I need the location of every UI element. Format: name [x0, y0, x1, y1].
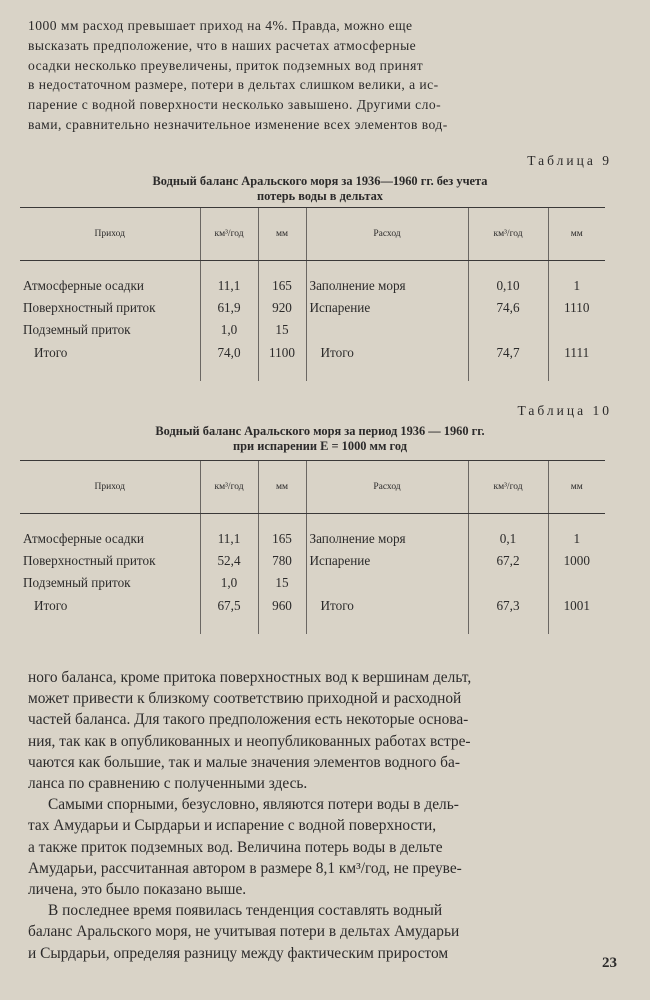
- table-cell: Заполнение моря: [306, 275, 468, 297]
- table-cell: 11,1: [200, 275, 258, 297]
- table-cell: Атмосферные осадки: [23, 531, 144, 546]
- table-10-title: [40, 424, 600, 454]
- table-9-title-line: потерь воды в дельтах: [257, 189, 383, 203]
- text-line: В последнее время появилась тенденция составлять водный: [48, 902, 443, 920]
- column-header: Приход: [20, 208, 200, 261]
- table-cell: 11,1: [200, 528, 258, 550]
- table-9-title-line: Водный баланс Аральского моря за 1936—1960 гг. без учета: [152, 174, 488, 188]
- text-line: личена, это было показано выше.: [28, 881, 247, 899]
- table-row: [20, 275, 605, 297]
- top-paragraph: [28, 16, 618, 135]
- text-line: может привести к близкому соответствию приходной и расходной: [28, 690, 462, 708]
- table-header-row: [20, 208, 605, 261]
- text-line: ного баланса, кроме притока поверхностных вод к вершинам дельт,: [28, 669, 472, 686]
- table-cell: 1100: [258, 341, 306, 381]
- text-line: и Сырдарьи, определяя разницу между фактическим приростом: [28, 944, 449, 962]
- table-cell: 15: [258, 319, 306, 341]
- column-header: км³/год: [468, 461, 548, 514]
- text-line: тах Амударьи и Сырдарьи и испарение с водной поверхности,: [28, 817, 437, 835]
- table-cell: Подземный приток: [23, 322, 131, 337]
- table-10-title-line: при испарении E = 1000 мм год: [233, 439, 407, 453]
- table-cell: 960: [258, 594, 306, 634]
- table-cell: 67,2: [468, 550, 548, 572]
- table-cell: 165: [258, 275, 306, 297]
- text-line: баланс Аральского моря, не учитывая потери в дельтах Амударьи: [28, 923, 460, 941]
- table-row: [20, 550, 605, 572]
- table-9-title: [40, 174, 600, 204]
- table-9: [20, 207, 605, 381]
- table-cell: 1: [548, 528, 605, 550]
- table-cell: Подземный приток: [23, 575, 131, 590]
- table-cell: 15: [258, 572, 306, 594]
- table-cell: 1: [548, 275, 605, 297]
- page-number: 23: [602, 955, 617, 971]
- table-cell: 0,10: [468, 275, 548, 297]
- table-10-label: Таблица 10: [517, 403, 612, 418]
- table-row: [20, 528, 605, 550]
- table-cell: 67,5: [200, 594, 258, 634]
- table-row: [20, 319, 605, 341]
- table-cell: 67,3: [468, 594, 548, 634]
- text-line: 1000 мм расход превышает приход на 4%. Правда, можно еще: [28, 18, 413, 33]
- table-cell: Атмосферные осадки: [23, 278, 144, 293]
- table-cell: Поверхностный приток: [23, 300, 156, 315]
- column-header: мм: [258, 208, 306, 261]
- text-line: высказать предположение, что в наших расчетах атмосферные: [28, 37, 417, 53]
- table-row: [20, 572, 605, 594]
- table-10-title-line: Водный баланс Аральского моря за период 1936 — 1960 гг.: [155, 424, 485, 438]
- table-cell: [548, 319, 605, 341]
- table-cell: Итого: [306, 594, 468, 634]
- table-cell: 0,1: [468, 528, 548, 550]
- table-cell: 52,4: [200, 550, 258, 572]
- table-cell: Испарение: [306, 297, 468, 319]
- text-line: осадки несколько преувеличены, приток подземных вод принят: [28, 57, 424, 73]
- column-header: Расход: [306, 208, 468, 261]
- text-line: вами, сравнительно незначительное изменение всех элементов вод-: [28, 116, 448, 132]
- column-header: мм: [548, 208, 605, 261]
- table-cell: Поверхностный приток: [23, 553, 156, 568]
- table-cell: Итого: [34, 345, 68, 360]
- table-total-row: [20, 594, 605, 634]
- table-cell: Заполнение моря: [306, 528, 468, 550]
- text-line: в недостаточном размере, потери в дельтах слишком велики, а ис-: [28, 77, 439, 93]
- text-line: частей баланса. Для такого предположения есть некоторые основа-: [28, 711, 469, 729]
- table-cell: [306, 319, 468, 341]
- text-line: Амударьи, рассчитанная автором в размере 8,1 км³/год, не преуве-: [28, 859, 462, 877]
- table-cell: [468, 319, 548, 341]
- text-line: ланса по сравнению с полученными здесь.: [28, 775, 308, 793]
- table-cell: 74,7: [468, 341, 548, 381]
- column-header: км³/год: [468, 208, 548, 261]
- text-line: а также приток подземных вод. Величина потерь воды в дельте: [28, 838, 443, 856]
- table-cell: 61,9: [200, 297, 258, 319]
- column-header: км³/год: [200, 208, 258, 261]
- column-header: мм: [258, 461, 306, 514]
- bottom-text: [28, 667, 618, 964]
- text-line: парение с водной поверхности несколько завышено. Другими сло-: [28, 97, 442, 113]
- table-10: [20, 460, 605, 634]
- table-cell: Итого: [34, 598, 68, 613]
- table-cell: [548, 572, 605, 594]
- table-cell: 1111: [548, 341, 605, 381]
- table-cell: Испарение: [306, 550, 468, 572]
- column-header: Расход: [306, 461, 468, 514]
- table-cell: 1110: [548, 297, 605, 319]
- table-cell: [468, 572, 548, 594]
- table-cell: 780: [258, 550, 306, 572]
- table-cell: [306, 572, 468, 594]
- table-header-row: [20, 461, 605, 514]
- table-cell: 1000: [548, 550, 605, 572]
- table-cell: 74,0: [200, 341, 258, 381]
- text-line: чаются как большие, так и малые значения элементов водного ба-: [28, 753, 460, 771]
- table-cell: 1001: [548, 594, 605, 634]
- table-cell: 920: [258, 297, 306, 319]
- table-cell: 1,0: [200, 572, 258, 594]
- text-line: Самыми спорными, безусловно, являются потери воды в дель-: [48, 796, 459, 814]
- table-cell: 1,0: [200, 319, 258, 341]
- table-cell: 165: [258, 528, 306, 550]
- table-cell: 74,6: [468, 297, 548, 319]
- column-header: км³/год: [200, 461, 258, 514]
- column-header: Приход: [20, 461, 200, 514]
- table-total-row: [20, 341, 605, 381]
- text-line: ния, так как в опубликованных и неопубликованных работах встре-: [28, 732, 471, 750]
- table-9-label: Таблица 9: [527, 153, 612, 168]
- table-cell: Итого: [306, 341, 468, 381]
- table-row: [20, 297, 605, 319]
- column-header: мм: [548, 461, 605, 514]
